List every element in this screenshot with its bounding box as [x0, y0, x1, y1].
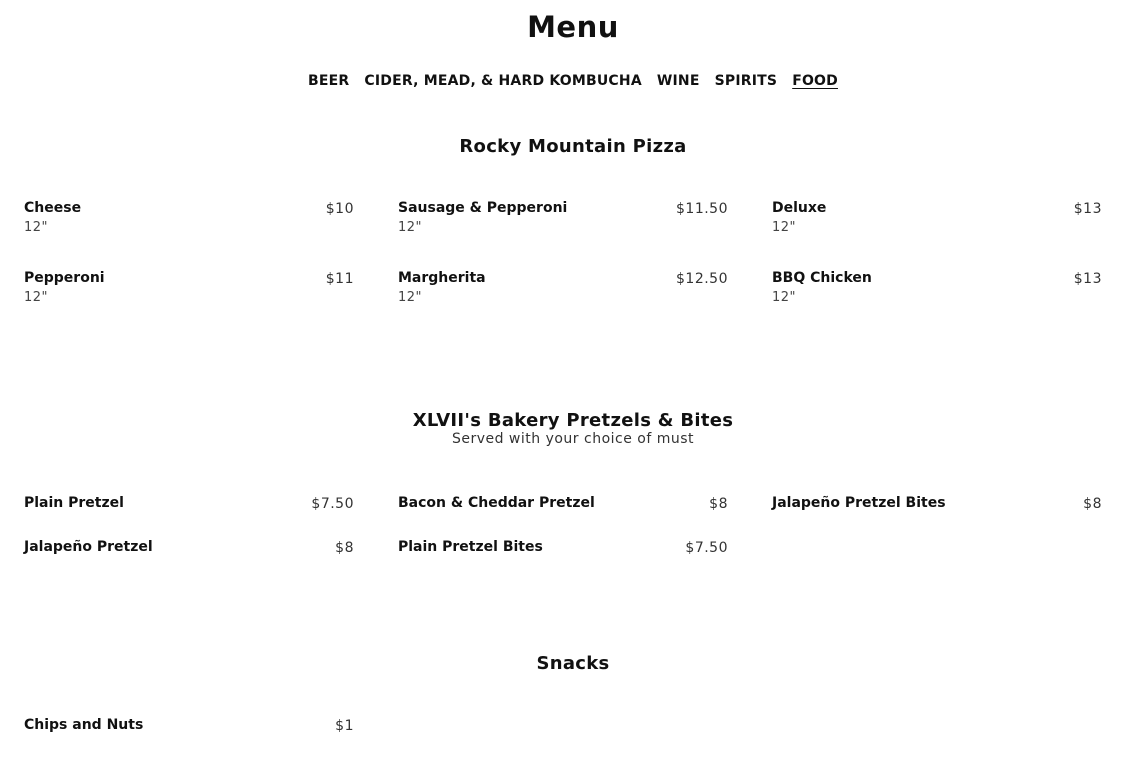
item-size: 12"	[398, 290, 423, 305]
item-price: $7.50	[311, 496, 354, 512]
item-size: 12"	[24, 290, 49, 305]
nav-tab-spirits[interactable]: SPIRITS	[714, 73, 778, 89]
item-name: BBQ Chicken	[772, 270, 872, 286]
section-subtitle-pretzels: Served with your choice of must	[451, 431, 695, 447]
nav-tab-beer[interactable]: BEER	[308, 73, 350, 89]
item-price: $13	[1073, 271, 1102, 287]
item-price: $8	[1083, 496, 1102, 512]
page-title: Menu	[527, 10, 619, 44]
section-title-pretzels: XLVII's Bakery Pretzels & Bites	[412, 410, 734, 431]
item-name: Jalapeño Pretzel	[24, 539, 153, 555]
menu-item	[24, 539, 354, 583]
menu-item	[398, 539, 728, 583]
item-price: $12.50	[676, 271, 728, 287]
menu-item	[398, 495, 728, 539]
item-price: $11.50	[676, 201, 728, 217]
menu-item	[772, 200, 1102, 270]
item-name: Plain Pretzel	[24, 495, 124, 511]
menu-item	[24, 495, 354, 539]
item-price: $8	[709, 496, 728, 512]
item-name: Bacon & Cheddar Pretzel	[398, 495, 595, 511]
item-name: Chips and Nuts	[24, 717, 144, 733]
item-price: $7.50	[685, 540, 728, 556]
item-name: Margherita	[398, 270, 486, 286]
menu-category-nav	[0, 73, 1146, 89]
menu-grid-pretzels	[24, 495, 1104, 583]
item-name: Cheese	[24, 200, 82, 216]
item-price: $8	[335, 540, 354, 556]
menu-grid-pizza	[24, 200, 1104, 340]
menu-item	[398, 200, 728, 270]
menu-item	[24, 200, 354, 270]
item-name: Sausage & Pepperoni	[398, 200, 568, 216]
item-size: 12"	[772, 220, 797, 235]
item-size: 12"	[24, 220, 49, 235]
item-name: Pepperoni	[24, 270, 105, 286]
menu-grid-snacks	[24, 717, 1104, 761]
menu-item	[772, 495, 1102, 539]
menu-item	[772, 270, 1102, 340]
item-size: 12"	[398, 220, 423, 235]
menu-item	[24, 270, 354, 340]
item-price: $10	[325, 201, 354, 217]
item-price: $1	[335, 718, 354, 734]
item-name: Deluxe	[772, 200, 827, 216]
section-title-pizza: Rocky Mountain Pizza	[459, 136, 687, 157]
section-title-snacks: Snacks	[536, 653, 610, 674]
item-name: Plain Pretzel Bites	[398, 539, 543, 555]
item-price: $13	[1073, 201, 1102, 217]
item-size: 12"	[772, 290, 797, 305]
item-price: $11	[325, 271, 354, 287]
nav-tab-wine[interactable]: WINE	[656, 73, 700, 89]
menu-item	[24, 717, 354, 761]
menu-item	[398, 270, 728, 340]
item-name: Jalapeño Pretzel Bites	[772, 495, 946, 511]
nav-tab-cider-mead-kombucha[interactable]: CIDER, MEAD, & HARD KOMBUCHA	[364, 73, 642, 89]
nav-tab-food[interactable]: FOOD	[792, 73, 838, 89]
